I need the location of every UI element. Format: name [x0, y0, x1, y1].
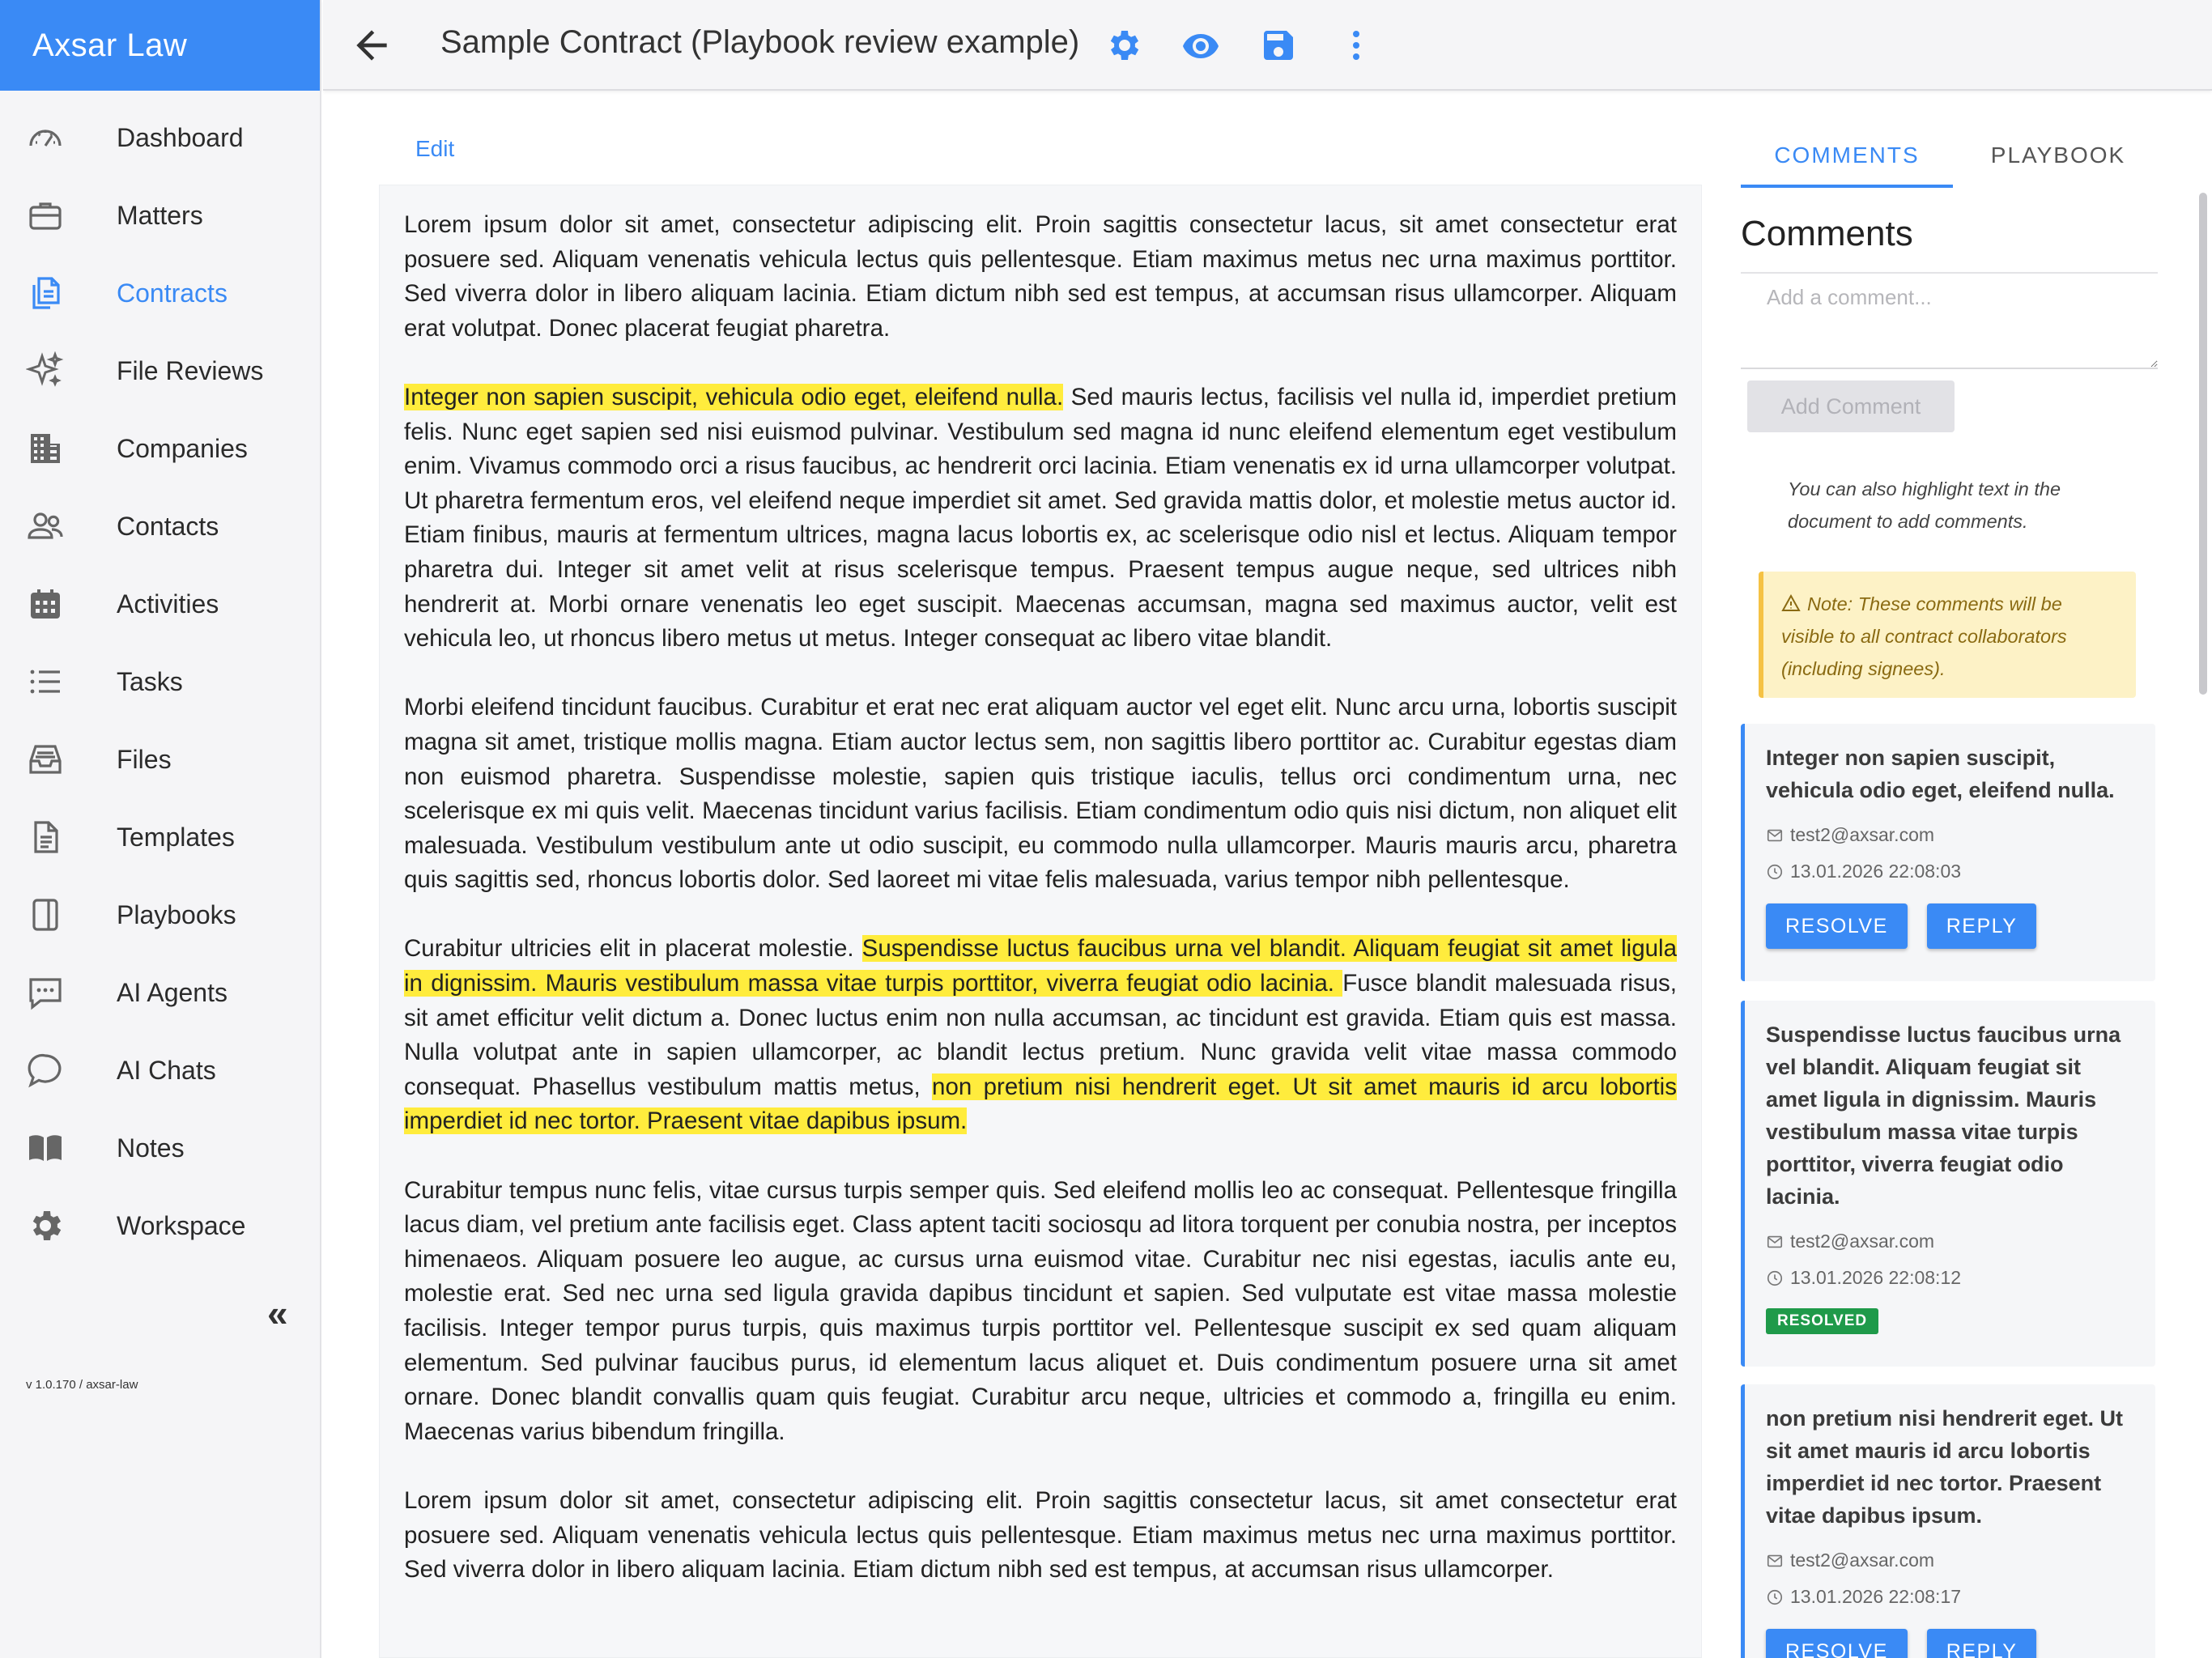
- chat-dots-icon: [23, 970, 68, 1015]
- timestamp: 13.01.2026 22:08:17: [1790, 1586, 1962, 1607]
- tab-playbook[interactable]: PLAYBOOK: [1990, 142, 2126, 168]
- sidebar-item-activities[interactable]: [0, 565, 320, 643]
- sidebar-item-label: Companies: [117, 433, 248, 463]
- gear-icon: [1104, 26, 1142, 65]
- open-book-icon: [23, 1125, 68, 1171]
- resolve-button[interactable]: RESOLVE: [1766, 1629, 1908, 1658]
- paragraph-text: Sed mauris lectus, facilisis vel nulla id, imperdiet pretium felis. Nunc eget sapien sed nisi euismod pulvinar. Vestibulum sed magna id nunc eleifend elementum eget vestibulum enim. Vivamus commodo orci a risus faucibus, ac hendrerit orci lacinia. Etiam venenatis ex id urna ullamcorper volutpat. Ut pharetra fermentum eros, vel eleifend neque imperdiet sit amet. Sed gravida mattis dolor, et molestie metus auctor id. Etiam finibus, mauris at fermentum ultrices, magna lacus lobortis ex, ac scelerisque odio nisl et lectus. Aliquam tempor pharetra dui. Integer sit amet velit at risus scelerisque tempus. Praesent tempus augue neque, sed ultrices nibh hendrerit at. Morbi ornare venenatis leo eget suscipit. Maecenas accumsan, magna sed maximus auctor, velit est vehicula leo, ut rhoncus libero metus ut metus. Integer consequat ac libero vitae blandit.: [404, 383, 1678, 653]
- reply-button[interactable]: REPLY: [1927, 903, 2037, 949]
- sidebar-item-files[interactable]: [0, 721, 320, 798]
- sidebar-item-label: Workspace: [117, 1210, 246, 1240]
- sidebar-item-label: Matters: [117, 200, 203, 230]
- paragraph-text: Morbi eleifend tincidunt faucibus. Curabitur et erat nec erat aliquam auctor vel eget elit. Nunc arcu urna, lobortis suscipit magna sit amet, tristique mollis magna. Etiam auctor lectus sem, non sagittis libero porttitor ac. Curabitur egestas diam non euismod pharetra. Suspendisse molestie, sapien quis tristique iaculis, tellus orci condimentum urna, nec scelerisque ex mi quis velit. Maecenas tincidunt varius facilisis. Etiam condimentum odio quis nisi dictum, non aliquet elit malesuada. Vestibulum vestibulum ante ut odio suscipit, eu commodo nulla ullamcorper. Mauris mauris arcu, pharetra quis sagittis sed, rhoncus lobortis dolor. Sed laoreet mi vitae felis malesuada, varius tempor nibh pellentesque.: [404, 694, 1677, 894]
- author-email: test2@axsar.com: [1790, 824, 1935, 845]
- list-icon: [23, 659, 68, 704]
- resolved-badge: RESOLVED: [1766, 1308, 1878, 1334]
- visibility-note: [1759, 572, 2136, 698]
- highlighted-text[interactable]: Suspendisse luctus faucibus urna vel blandit. Aliquam feugiat sit amet ligula in dignissim. Mauris vestibulum massa vitae turpis porttitor, viverra feugiat odio lacinia.: [404, 935, 1677, 997]
- inbox-icon: [23, 737, 68, 782]
- sidebar-item-companies[interactable]: [0, 410, 320, 487]
- document-icon: [23, 814, 68, 860]
- gear-icon: [23, 1203, 68, 1248]
- comments-heading: Comments: [1741, 214, 1913, 253]
- edit-document-link[interactable]: Edit: [415, 136, 455, 161]
- eye-icon: [1181, 26, 1220, 65]
- sidebar-item-dashboard[interactable]: [0, 99, 320, 176]
- sidebar-item-label: Dashboard: [117, 122, 244, 152]
- paragraph-text: Fusce blandit malesuada risus, sit amet efficitur velit dictum a. Donec luctus enim non nulla accumsan, ac tincidunt est gravida. Etiam quis est massa. Nulla volutpat ante in sapien ullamcorper, ac blandit lectus pretium. Nunc gravida velit vitae massa commodo consequat. Phasellus vestibulum mattis metus,: [404, 970, 1677, 1100]
- chat-bubble-icon: [23, 1048, 68, 1093]
- sidebar-item-workspace[interactable]: [0, 1187, 320, 1265]
- comment-time: [1766, 1586, 2136, 1608]
- highlighted-text[interactable]: Integer non sapien suscipit, vehicula odio eget, eleifend nulla.: [404, 383, 1064, 410]
- note-text: Note: These comments will be visible to all contract collaborators (including signees).: [1781, 593, 2067, 679]
- more-vertical-icon: [1337, 26, 1376, 65]
- mail-icon: [1766, 827, 1784, 844]
- scrollbar[interactable]: [2199, 193, 2207, 695]
- divider: [1741, 272, 2158, 274]
- author-email: test2@axsar.com: [1790, 1550, 1935, 1571]
- sidebar-item-label: Files: [117, 744, 172, 774]
- settings-button[interactable]: [1100, 23, 1146, 68]
- sidebar-item-contacts[interactable]: [0, 487, 320, 565]
- contracts-icon: [23, 270, 68, 316]
- comment-time: [1766, 861, 2136, 882]
- document-paragraph[interactable]: [404, 1174, 1677, 1450]
- timestamp: 13.01.2026 22:08:03: [1790, 861, 1962, 882]
- clock-icon: [1766, 863, 1784, 881]
- top-bar: [323, 0, 2212, 91]
- calendar-icon: [23, 581, 68, 627]
- collapse-sidebar-button[interactable]: «: [267, 1292, 288, 1334]
- sidebar-item-label: AI Chats: [117, 1055, 216, 1085]
- back-button[interactable]: [349, 23, 394, 68]
- comment-actions: [1766, 1629, 2136, 1658]
- sidebar: [0, 0, 321, 1658]
- clock-icon: [1766, 1588, 1784, 1606]
- sidebar-item-templates[interactable]: [0, 798, 320, 876]
- comment-card[interactable]: [1741, 1001, 2155, 1367]
- sidebar-nav: [0, 91, 320, 1265]
- comment-author: [1766, 1231, 2136, 1252]
- sidebar-item-matters[interactable]: [0, 176, 320, 254]
- document-paragraph[interactable]: [404, 380, 1677, 657]
- comment-input[interactable]: [1741, 285, 2158, 369]
- comment-time: [1766, 1267, 2136, 1289]
- book-icon: [23, 892, 68, 937]
- sidebar-item-label: Playbooks: [117, 899, 236, 929]
- sidebar-item-label: Activities: [117, 589, 219, 619]
- save-button[interactable]: [1256, 23, 1301, 68]
- comment-author: [1766, 824, 2136, 846]
- arrow-left-icon: [349, 23, 394, 68]
- document-paragraph[interactable]: [404, 691, 1677, 898]
- sidebar-item-playbooks[interactable]: [0, 876, 320, 954]
- resolve-button[interactable]: RESOLVE: [1766, 903, 1908, 949]
- briefcase-icon: [23, 193, 68, 238]
- paragraph-text: Lorem ipsum dolor sit amet, consectetur adipiscing elit. Proin sagittis consectetur lacus, sit amet consectetur erat posuere sed. Aliquam venenatis vehicula lectus quis pellentesque. Etiam maximus metus nec urna maximus porttitor. Sed viverra dolor in libero aliquam lacinia. Etiam dictum nibh sed est tempus, at accumsan risus ullamcorper.: [404, 1486, 1677, 1584]
- page-title: Sample Contract (Playbook review example): [440, 24, 1080, 60]
- sidebar-item-tasks[interactable]: [0, 643, 320, 721]
- document-paragraph[interactable]: [404, 1484, 1677, 1588]
- floppy-disk-icon: [1259, 26, 1298, 65]
- comment-quote: Suspendisse luctus faucibus urna vel blandit. Aliquam feugiat sit amet ligula in dignissim. Mauris vestibulum massa vitae turpis porttitor, viverra feugiat odio lacinia.: [1766, 1022, 2121, 1209]
- mail-icon: [1766, 1233, 1784, 1251]
- sidebar-item-label: File Reviews: [117, 355, 264, 385]
- people-icon: [23, 504, 68, 549]
- clock-icon: [1766, 1269, 1784, 1287]
- tab-comments[interactable]: COMMENTS: [1741, 131, 1953, 188]
- comments-panel: [1741, 91, 2194, 1658]
- sidebar-item-ai-agents[interactable]: [0, 954, 320, 1031]
- mail-icon: [1766, 1552, 1784, 1570]
- version-label: v 1.0.170 / axsar-law: [26, 1378, 138, 1392]
- highlighted-text[interactable]: non pretium nisi hendrerit eget. Ut sit amet mauris id arcu lobortis imperdiet id nec tortor. Praesent vitae dapibus ipsum.: [404, 1073, 1677, 1135]
- timestamp: 13.01.2026 22:08:12: [1790, 1267, 1962, 1288]
- paragraph-text: Lorem ipsum dolor sit amet, consectetur adipiscing elit. Proin sagittis consectetur lacus, sit amet consectetur erat posuere sed. Aliquam venenatis vehicula lectus quis pellentesque. Etiam maximus metus nec urna maximus porttitor. Sed viverra dolor in libero aliquam lacinia. Etiam dictum nibh sed est tempus, at accumsan risus ullamcorper. Aliquam erat volutpat. Donec placerat feugiat pharetra.: [404, 211, 1677, 342]
- warning-icon: [1781, 593, 1801, 613]
- document-paragraph[interactable]: [404, 208, 1677, 346]
- sidebar-item-contracts[interactable]: [0, 254, 320, 332]
- sidebar-item-label: Notes: [117, 1133, 185, 1163]
- highlight-hint: You can also highlight text in the document to add comments.: [1788, 478, 2061, 532]
- sidebar-item-label: Templates: [117, 822, 235, 852]
- comment-actions: [1766, 903, 2136, 949]
- comment-card[interactable]: [1741, 1384, 2155, 1658]
- sidebar-item-file-reviews[interactable]: [0, 332, 320, 410]
- sidebar-item-ai-chats[interactable]: [0, 1031, 320, 1109]
- paragraph-text: Curabitur ultricies elit in placerat molestie.: [404, 935, 862, 963]
- panel-tabs: [1741, 131, 2162, 188]
- sidebar-item-label: Contacts: [117, 511, 219, 541]
- dashboard-icon: [23, 115, 68, 160]
- reply-button[interactable]: REPLY: [1927, 1629, 2037, 1658]
- document-paragraph[interactable]: [404, 932, 1677, 1139]
- sidebar-item-notes[interactable]: [0, 1109, 320, 1187]
- paragraph-text: Curabitur tempus nunc felis, vitae cursus turpis semper quis. Sed eleifend mollis leo ac consequat. Pellentesque fringilla lacus diam, vel pretium ante facilisis eget. Class aptent taciti sociosqu ad litora torquent per conubia nostra, per inceptos himenaeos. Aliquam posuere leo augue, ac cursus urna euismod vitae. Curabitur nec nisi egestas, iaculis ante eu, molestie erat. Sed nec urna sed ligula gravida dapibus tincidunt et sapien. Sed vulputate est vitae massa molestie facilisis. Integer tempor purus turpis, quis maximus turpis porttitor vel. Pellentesque suscipit ex sed quam aliquam elementum. Sed pulvinar faucibus purus, id elementum lacus aliquet et. Duis condimentum posuere urna sit amet ornare. Donec blandit convallis quam quis feugiat. Curabitur arcu neque, ultricies et commodo a, fringilla eu enim. Maecenas varius bibendum fringilla.: [404, 1176, 1677, 1445]
- author-email: test2@axsar.com: [1790, 1231, 1935, 1252]
- preview-button[interactable]: [1178, 23, 1223, 68]
- sparkles-icon: [23, 348, 68, 393]
- comment-card[interactable]: [1741, 724, 2155, 981]
- comment-quote: non pretium nisi hendrerit eget. Ut sit amet mauris id arcu lobortis imperdiet id nec tortor. Praesent vitae dapibus ipsum.: [1766, 1406, 2124, 1528]
- comment-author: [1766, 1550, 2136, 1571]
- comment-quote: Integer non sapien suscipit, vehicula odio eget, eleifend nulla.: [1766, 746, 2115, 802]
- building-icon: [23, 426, 68, 471]
- sidebar-item-label: Tasks: [117, 666, 183, 696]
- add-comment-button[interactable]: Add Comment: [1747, 380, 1955, 432]
- brand-logo[interactable]: Axsar Law: [0, 0, 320, 91]
- sidebar-item-label: Contracts: [117, 278, 228, 308]
- document-viewer[interactable]: [379, 185, 1702, 1658]
- sidebar-item-label: AI Agents: [117, 977, 228, 1007]
- more-options-button[interactable]: [1334, 23, 1379, 68]
